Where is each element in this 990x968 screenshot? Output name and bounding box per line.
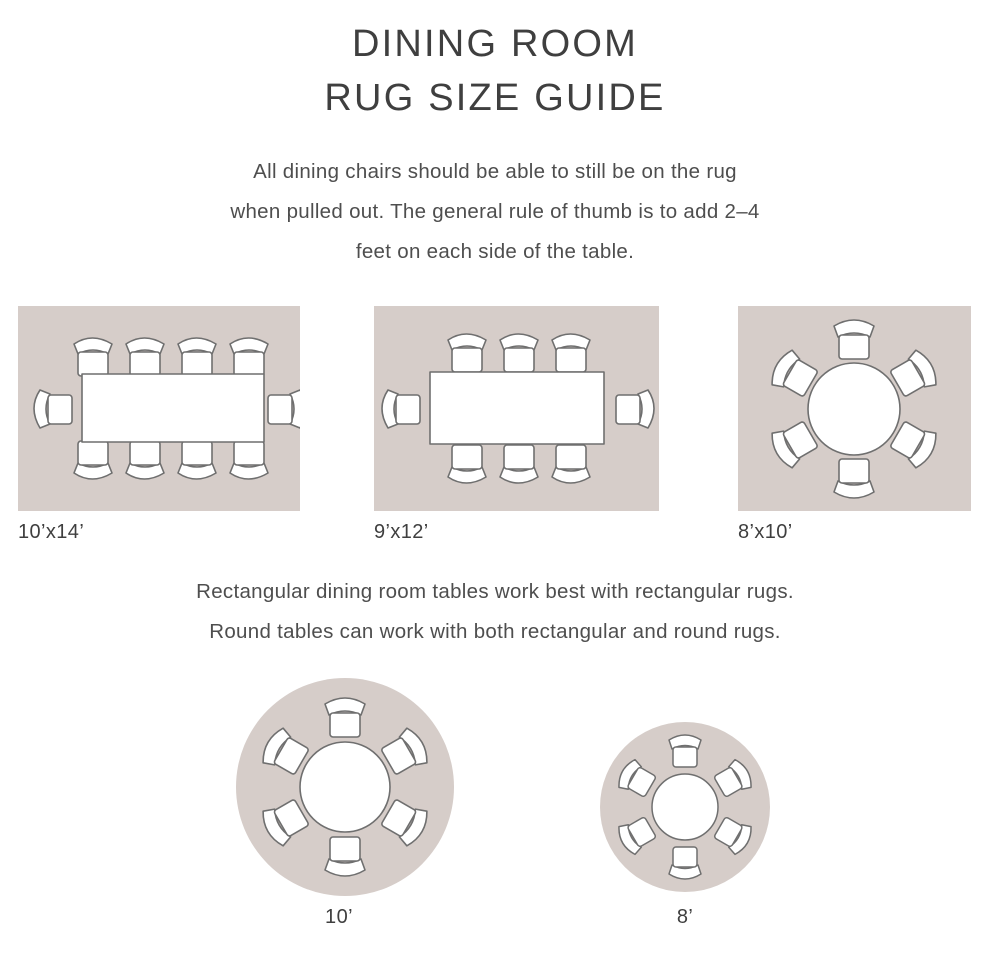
chair-4 xyxy=(834,459,874,498)
chair-right xyxy=(616,390,654,428)
caption-rug-10x14: 10’x14’ xyxy=(18,520,85,543)
middle-text xyxy=(0,572,990,652)
chair-bottom-3 xyxy=(552,445,590,483)
diagram-rug-round-10 xyxy=(236,678,454,928)
caption-rug-9x12: 9’x12’ xyxy=(374,520,429,543)
diagram-rug-9x12 xyxy=(374,306,659,543)
dining-table xyxy=(82,374,264,442)
intro-line-1: All dining chairs should be able to still be on the rug xyxy=(253,159,737,183)
chair-top-2 xyxy=(126,338,164,376)
page-title xyxy=(0,0,990,126)
caption-rug-round-8: 8’ xyxy=(676,905,694,928)
caption-rug-8x10: 8’x10’ xyxy=(738,520,793,543)
diagram-rug-8x10 xyxy=(738,306,971,543)
diagram-rug-10x14 xyxy=(18,306,300,543)
chair-1 xyxy=(669,735,701,767)
page-title-line-1: DINING ROOM xyxy=(352,23,638,65)
dining-table xyxy=(652,774,718,840)
middle-text-line-2: Round tables can work with both rectangular and round rugs. xyxy=(209,619,781,643)
middle-text-line-1: Rectangular dining room tables work best with rectangular rugs. xyxy=(196,579,794,603)
chair-2 xyxy=(712,757,756,801)
rectangular-rug-row xyxy=(0,306,990,556)
caption-rug-round-10: 10’ xyxy=(325,905,353,928)
chair-6 xyxy=(615,757,659,801)
chair-top-2 xyxy=(500,334,538,372)
chair-left xyxy=(34,390,72,428)
dining-table xyxy=(430,372,604,444)
chair-right xyxy=(268,390,300,428)
chair-bottom-2 xyxy=(126,441,164,479)
chair-bottom-3 xyxy=(178,441,216,479)
chair-top-4 xyxy=(230,338,268,376)
diagram-rug-round-8 xyxy=(600,722,770,928)
chair-1 xyxy=(325,698,365,737)
page-title-line-2: RUG SIZE GUIDE xyxy=(324,76,666,119)
chair-3 xyxy=(712,813,756,857)
chair-bottom-2 xyxy=(500,445,538,483)
chair-top-3 xyxy=(178,338,216,376)
chair-left xyxy=(382,390,420,428)
intro-line-3: feet on each side of the table. xyxy=(355,239,635,263)
chair-4 xyxy=(325,837,365,876)
chair-top-1 xyxy=(74,338,112,376)
chair-top-3 xyxy=(552,334,590,372)
chair-5 xyxy=(615,813,659,857)
intro-text xyxy=(0,152,990,272)
chair-top-1 xyxy=(448,334,486,372)
chair-bottom-1 xyxy=(448,445,486,483)
chair-bottom-1 xyxy=(74,441,112,479)
round-rug-row xyxy=(0,678,990,968)
dining-table xyxy=(808,363,900,455)
chair-4 xyxy=(669,847,701,879)
intro-line-2: when pulled out. The general rule of thumb is to add 2–4 xyxy=(230,199,760,223)
dining-table xyxy=(300,742,390,832)
chair-bottom-4 xyxy=(230,441,268,479)
chair-1 xyxy=(834,320,874,359)
